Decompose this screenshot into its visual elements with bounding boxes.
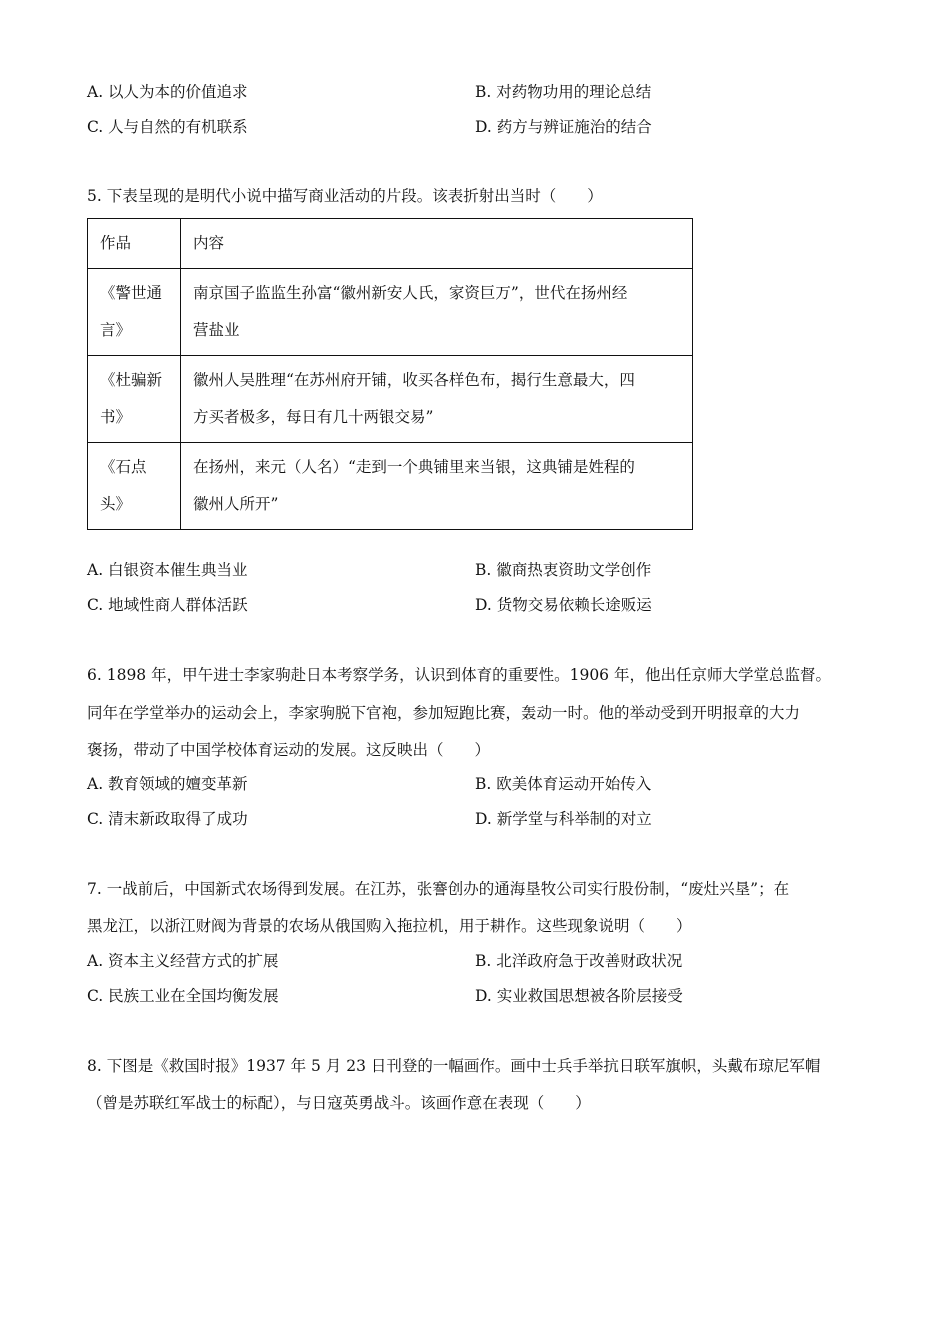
q6-stem-line-2: 同年在学堂举办的运动会上，李家驹脱下官袍，参加短跑比赛，轰动一时。他的举动受到开明报章的大力: [87, 704, 801, 722]
work-line: 头》: [100, 495, 132, 513]
q6-option-d: D. 新学堂与科举制的对立: [475, 810, 652, 828]
q8-stem-line-2: （曾是苏联红军战士的标配），与日寇英勇战斗。该画作意在表现（ ）: [87, 1094, 591, 1112]
q5-stem: 5. 下表呈现的是明代小说中描写商业活动的片段。该表折射出当时（ ）: [87, 187, 603, 205]
work-line: 《石点: [100, 458, 147, 476]
table-cell-work: [88, 269, 181, 356]
content-line: 徽州人吴胜理“在苏州府开铺，收买各样色布，揭行生意最大，四: [193, 371, 635, 389]
table-header-row: [88, 219, 693, 269]
table-cell-content: [181, 269, 693, 356]
q6-stem-line-1: 6. 1898 年，甲午进士李家驹赴日本考察学务，认识到体育的重要性。1906 年，他出任京师大学堂总监督。: [87, 666, 831, 684]
q6-option-b: B. 欧美体育运动开始传入: [475, 775, 652, 793]
q5-option-c: C. 地域性商人群体活跃: [87, 596, 248, 614]
q4-option-d: D. 药方与辨证施治的结合: [475, 118, 652, 136]
content-line: 徽州人所开”: [193, 495, 279, 513]
table-row: [88, 443, 693, 530]
q7-stem-line-1: 7. 一战前后，中国新式农场得到发展。在江苏，张謇创办的通海垦牧公司实行股份制，“废灶兴垦”；在: [87, 880, 790, 898]
q4-option-c: C. 人与自然的有机联系: [87, 118, 248, 136]
q5-option-d: D. 货物交易依赖长途贩运: [475, 596, 652, 614]
q5-table: [87, 218, 693, 530]
q7-option-c: C. 民族工业在全国均衡发展: [87, 987, 279, 1005]
q6-option-c: C. 清末新政取得了成功: [87, 810, 248, 828]
q7-option-a: A. 资本主义经营方式的扩展: [87, 952, 279, 970]
content-line: 营盐业: [193, 321, 240, 339]
content-line: 方买者极多，每日有几十两银交易”: [193, 408, 434, 426]
work-line: 《杜骗新: [100, 371, 163, 389]
table-header-content: 内容: [181, 219, 693, 269]
work-line: 书》: [100, 408, 132, 426]
q4-option-a: A. 以人为本的价值追求: [87, 83, 248, 101]
q6-stem-line-3: 褒扬，带动了中国学校体育运动的发展。这反映出（ ）: [87, 741, 491, 759]
table-cell-content: [181, 356, 693, 443]
q7-stem-line-2: 黑龙江，以浙江财阀为背景的农场从俄国购入拖拉机，用于耕作。这些现象说明（ ）: [87, 917, 692, 935]
table-cell-work: [88, 443, 181, 530]
q6-option-a: A. 教育领域的嬗变革新: [87, 775, 248, 793]
table-header-work: 作品: [88, 219, 181, 269]
q8-stem-line-1: 8. 下图是《救国时报》1937 年 5 月 23 日刊登的一幅画作。画中士兵手举抗日联军旗帜，头戴布琼尼军帽: [87, 1057, 821, 1075]
table-row: [88, 269, 693, 356]
q5-option-a: A. 白银资本催生典当业: [87, 561, 248, 579]
work-line: 言》: [100, 321, 132, 339]
table-cell-content: [181, 443, 693, 530]
table-cell-work: [88, 356, 181, 443]
q4-option-b: B. 对药物功用的理论总结: [475, 83, 652, 101]
table-row: [88, 356, 693, 443]
q7-option-d: D. 实业救国思想被各阶层接受: [475, 987, 683, 1005]
content-line: 南京国子监监生孙富“徽州新安人氏，家资巨万”，世代在扬州经: [193, 284, 628, 302]
work-line: 《警世通: [100, 284, 163, 302]
q7-option-b: B. 北洋政府急于改善财政状况: [475, 952, 683, 970]
q5-option-b: B. 徽商热衷资助文学创作: [475, 561, 652, 579]
content-line: 在扬州，来元（人名）“走到一个典铺里来当银，这典铺是姓程的: [193, 458, 635, 476]
